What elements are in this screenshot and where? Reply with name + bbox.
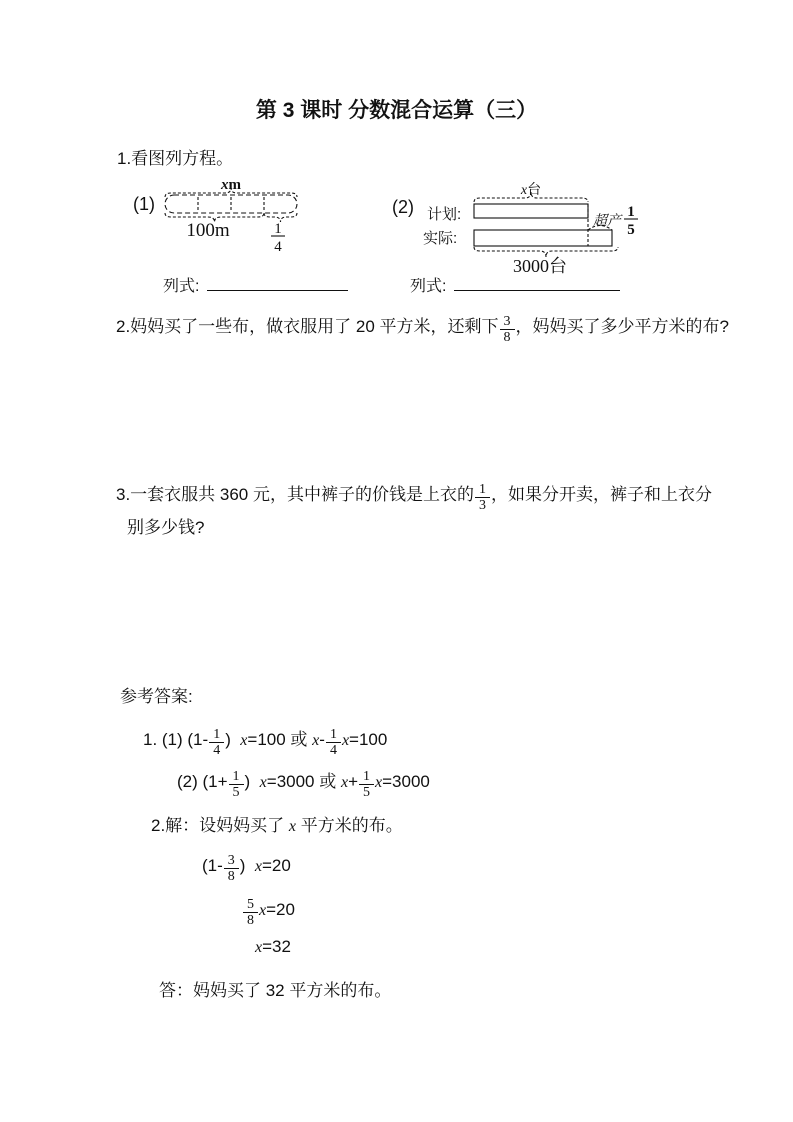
fraction-numerator: 1 xyxy=(213,726,221,742)
diagram-1-fraction xyxy=(271,221,285,255)
answer-text: ) xyxy=(225,730,241,749)
equation-blank-2 xyxy=(410,274,620,298)
fraction-denominator: 4 xyxy=(326,742,341,758)
answer-text: 1. (1) (1- xyxy=(143,730,209,749)
plan-row-label: 计划: xyxy=(427,206,462,223)
answer-text: =3000 或 xyxy=(266,772,341,791)
diagram-1-known-length: 100m xyxy=(186,220,230,241)
answer-text: (1- xyxy=(202,856,223,875)
fraction-numerator: 1 xyxy=(232,768,240,784)
variable-x: x xyxy=(255,939,263,956)
plan-total-label: x台 xyxy=(520,183,542,198)
answer-1-2 xyxy=(177,764,430,801)
variable-x: x xyxy=(240,732,248,749)
fraction xyxy=(359,769,374,800)
question-2-text: 2.妈妈买了一些布，做衣服用了 20 平方米，还剩下 xyxy=(116,317,499,336)
answer-text: =3000 xyxy=(382,772,430,791)
question-1-label: 1.看图列方程。 xyxy=(117,149,234,168)
fraction xyxy=(500,314,515,345)
answer-blank-line-1 xyxy=(207,274,348,291)
diagram-1-tag: (1) xyxy=(133,194,155,214)
equation-label-2: 列式: xyxy=(410,278,447,295)
fraction-numerator: 3 xyxy=(503,313,511,329)
page-title: 第 3 课时 分数混合运算（三） xyxy=(255,99,538,122)
fraction xyxy=(224,853,239,884)
fraction-denominator: 5 xyxy=(359,784,374,800)
question-2-text: ，妈妈买了多少平方米的布? xyxy=(515,317,730,336)
question-3-text: 3.一套衣服共 360 元，其中裤子的价钱是上衣的 xyxy=(116,485,474,504)
diagram-2-bar-model xyxy=(390,176,690,276)
fraction-denominator: 8 xyxy=(224,868,239,884)
question-3-text-line2: 别多少钱? xyxy=(127,518,205,537)
answer-text: 平方米的布。 xyxy=(296,816,403,835)
fraction-denominator: 8 xyxy=(500,329,515,345)
fraction-denominator: 8 xyxy=(243,912,258,928)
answer-2-result xyxy=(255,936,291,959)
fraction-numerator: 1 xyxy=(479,481,486,497)
fraction-numerator: 1 xyxy=(363,768,371,784)
actual-row-label: 实际: xyxy=(423,230,458,247)
answer-text: =100 或 xyxy=(247,730,313,749)
variable-x: x xyxy=(375,774,383,791)
answer-text: =20 xyxy=(266,900,295,919)
question-3-text: ，如果分开卖，裤子和上衣分 xyxy=(491,485,712,504)
variable-x: x xyxy=(341,732,350,749)
fraction-denominator: 5 xyxy=(627,222,635,238)
fraction-denominator: 4 xyxy=(274,239,282,255)
variable-x: x xyxy=(259,902,267,919)
fraction-numerator: 1 xyxy=(329,726,337,742)
answer-blank-line-2 xyxy=(454,274,620,291)
equation-blank-1 xyxy=(163,274,348,298)
fraction-denominator: 4 xyxy=(209,742,224,758)
diagram-2-fraction xyxy=(624,204,638,238)
fraction-numerator: 3 xyxy=(227,852,235,868)
actual-total-label: 3000台 xyxy=(513,256,567,276)
fraction-numerator: 5 xyxy=(247,896,254,912)
answer-text: =20 xyxy=(262,856,291,875)
fraction xyxy=(243,897,258,928)
answer-2-equation-1 xyxy=(202,848,291,885)
question-3 xyxy=(116,477,712,543)
answer-2-setup xyxy=(151,815,403,838)
fraction-numerator: 1 xyxy=(627,204,635,220)
variable-x: x xyxy=(254,858,262,875)
diagram-1-bar-model xyxy=(130,176,370,261)
fraction-numerator: 1 xyxy=(274,221,282,237)
variable-x: x xyxy=(312,732,320,749)
actual-bar xyxy=(474,230,612,246)
answer-text: 2.解：设妈妈买了 xyxy=(151,816,289,835)
answer-text: ) xyxy=(239,856,255,875)
answer-2-equation-2 xyxy=(242,892,295,929)
fraction xyxy=(229,769,244,800)
plan-bar xyxy=(474,204,588,218)
question-2 xyxy=(116,309,729,345)
variable-x: x xyxy=(288,818,297,835)
answer-1-1 xyxy=(143,722,387,759)
fraction xyxy=(475,482,490,513)
fraction-denominator: 5 xyxy=(229,784,244,800)
equation-label-1: 列式: xyxy=(163,278,200,295)
answer-text: ) xyxy=(244,772,260,791)
answer-text: =100 xyxy=(349,730,388,749)
fraction-denominator: 3 xyxy=(475,497,490,513)
diagram-1-total-label: xm xyxy=(221,177,241,193)
variable-x: x xyxy=(259,774,267,791)
variable-x: x xyxy=(340,774,349,791)
fraction xyxy=(209,727,224,758)
answers-header: 参考答案: xyxy=(120,687,193,706)
surplus-label: 超产 xyxy=(593,212,621,228)
diagram-2-tag: (2) xyxy=(392,197,414,217)
fraction xyxy=(326,727,341,758)
answer-text: - xyxy=(319,730,325,749)
answer-text: + xyxy=(348,772,359,791)
answer-text: =32 xyxy=(262,937,291,956)
answer-text: (2) (1+ xyxy=(177,772,228,791)
answer-2-conclusion: 答：妈妈买了 32 平方米的布。 xyxy=(159,981,392,1000)
